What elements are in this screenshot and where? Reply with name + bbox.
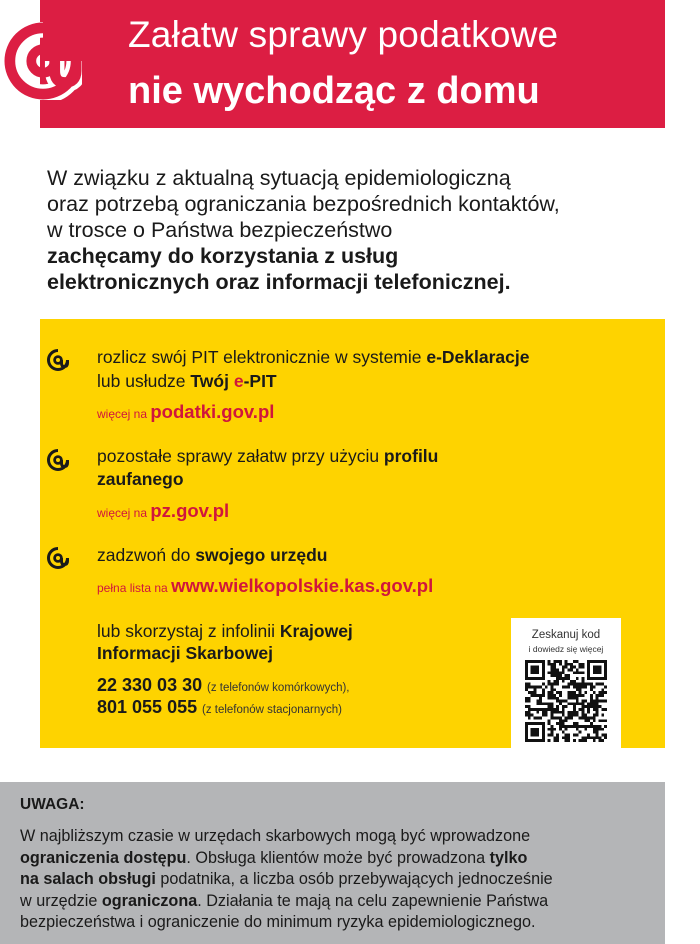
call-more [97, 574, 433, 600]
e-deklaracje-text: e-Deklaracje [426, 347, 530, 367]
notice-line: W najbliższym czasie w urzędach skarbowych mogą być wprowadzone [20, 827, 531, 845]
notice-line [20, 848, 660, 870]
qr-subtitle: i dowiedz się więcej [528, 644, 604, 654]
at-bullet-icon [46, 546, 70, 570]
phone-mobile[interactable]: 22 330 03 30 [97, 675, 203, 695]
profile-bold: profilu [383, 446, 439, 466]
at-bullet-icon [46, 448, 70, 472]
more-label: więcej na [97, 506, 151, 520]
notice-line [20, 869, 660, 891]
intro-line-bold: zachęcamy do korzystania z usług [47, 244, 399, 268]
notice-bold: ograniczenia dostępu [20, 848, 187, 867]
qr-code-icon[interactable] [523, 660, 609, 742]
notice-heading: UWAGA: [20, 796, 85, 813]
infoline-line2: Informacji Skarbowej [97, 643, 274, 663]
notice-line [20, 891, 660, 913]
intro-line: w trosce o Państwa bezpieczeństwo [47, 218, 393, 242]
intro-line: W związku z aktualną sytuacją epidemiologiczną [47, 166, 511, 190]
kas-link[interactable]: www.wielkopolskie.kas.gov.pl [171, 575, 434, 596]
twoj-text: Twój [190, 371, 234, 391]
phone-mobile-note: (z telefonów komórkowych), [206, 682, 350, 694]
notice-text-part: w urzędzie [20, 891, 102, 910]
call-text: zadzwoń do [97, 545, 196, 565]
notice-bold: ograniczona [101, 891, 198, 910]
podatki-link[interactable]: podatki.gov.pl [150, 401, 275, 422]
more-label: pełna lista na [97, 581, 172, 595]
notice-bold: na salach obsługi [20, 870, 156, 888]
phone-row-2 [97, 696, 342, 722]
notice-text [20, 826, 660, 934]
qr-card [511, 618, 621, 748]
pz-link[interactable]: pz.gov.pl [150, 500, 230, 521]
infoline-bold: Krajowej [279, 621, 353, 641]
header-banner [40, 0, 665, 128]
intro-text [47, 165, 647, 295]
pit-text: rozlicz swój PIT elektronicznie w systemie [97, 347, 427, 367]
phone-landline[interactable]: 801 055 055 [97, 697, 198, 717]
phone-landline-note: (z telefonów stacjonarnych) [201, 704, 342, 716]
qr-title: Zeskanuj kod [531, 629, 601, 641]
notice-text-part: . Obsługa klientów może być prowadzona [186, 848, 490, 867]
call-line1 [97, 544, 328, 567]
profile-line2: zaufanego [97, 469, 184, 489]
intro-line-bold: elektronicznych oraz informacji telefonicznej. [47, 270, 511, 294]
call-bold: swojego urzędu [195, 545, 328, 565]
infoline-text: lub skorzystaj z infolinii [97, 621, 280, 641]
profile-more [97, 499, 229, 525]
pit-line2 [97, 370, 277, 393]
intro-line: oraz potrzebą ograniczania bezpośrednich kontaktów, [47, 192, 560, 216]
at-logo-icon [4, 22, 82, 100]
notice-bold: tylko [489, 848, 528, 867]
profile-text: pozostałe sprawy załatw przy użyciu [97, 446, 384, 466]
more-label: więcej na [97, 407, 151, 421]
infoline-line1 [97, 620, 353, 643]
header-title-line2: nie wychodząc z domu [128, 70, 540, 112]
notice-text-part: podatnika, a liczba osób przebywających jednocześnie [155, 870, 553, 888]
header-title-line1: Załatw sprawy podatkowe [128, 14, 559, 55]
at-bullet-icon [46, 348, 70, 372]
notice-text-part: . Działania te mają na celu zapewnienie Państwa [197, 891, 549, 910]
e-text: e [233, 371, 244, 391]
pit-more [97, 400, 274, 426]
notice-line: bezpieczeństwa i ograniczenie do minimum ryzyka epidemiologicznego. [20, 913, 536, 931]
pit-suffix-text: -PIT [243, 371, 277, 391]
profile-line1 [97, 445, 438, 468]
pit-line1 [97, 346, 530, 369]
pit-text: lub usłudze [97, 371, 191, 391]
